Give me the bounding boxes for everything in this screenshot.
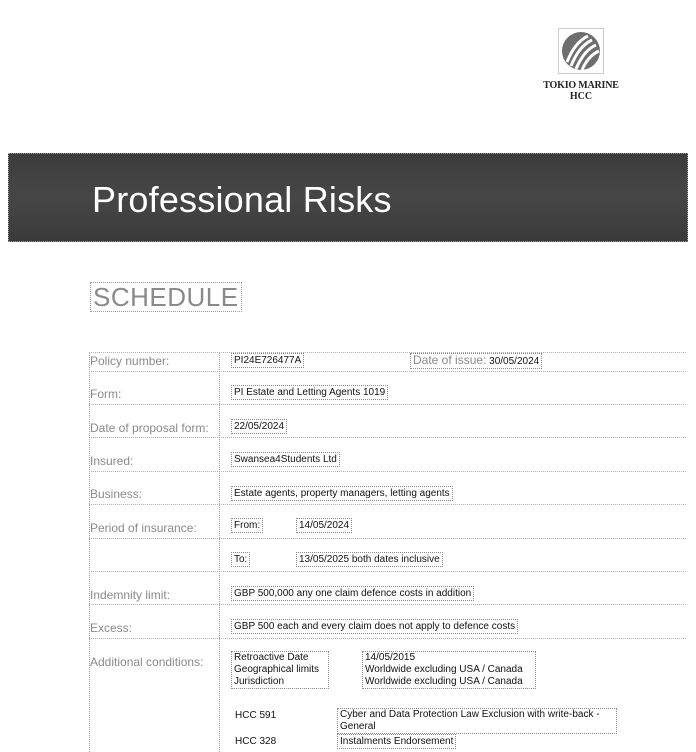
- proposal-date-label: Date of proposal form:: [90, 421, 209, 435]
- proposal-date-value: 22/05/2024: [231, 419, 287, 434]
- excess-value: GBP 500 each and every claim does not apply to defence costs: [231, 619, 518, 634]
- business-label: Business:: [90, 487, 143, 501]
- row-divider: [89, 638, 686, 639]
- policy-number-value: PI24E726477A: [231, 353, 304, 368]
- endorsement-code: HCC 328: [235, 736, 277, 747]
- label-column: [89, 352, 220, 752]
- row-divider: [89, 404, 686, 405]
- period-to-value: 13/05/2025 both dates inclusive: [296, 552, 443, 567]
- row-divider: [89, 504, 686, 505]
- geographical-limits-value: Worldwide excluding USA / Canada: [365, 664, 523, 675]
- row-divider: [89, 352, 686, 353]
- form-value: PI Estate and Letting Agents 1019: [231, 385, 388, 400]
- retroactive-date-value: 14/05/2015: [365, 652, 416, 663]
- period-from-label: From:: [231, 518, 263, 533]
- row-divider: [89, 371, 686, 372]
- tokio-marine-emblem-icon: [558, 28, 604, 74]
- insured-value: Swansea4Students Ltd: [231, 452, 340, 467]
- banner-title: Professional Risks: [92, 179, 392, 220]
- insured-label: Insured:: [90, 454, 134, 468]
- additional-values: [362, 651, 536, 689]
- form-label: Form:: [90, 387, 122, 401]
- jurisdiction-term: Jurisdiction: [234, 676, 285, 687]
- title-banner: [8, 153, 688, 242]
- period-from-value: 14/05/2024: [296, 518, 352, 533]
- indemnity-value: GBP 500,000 any one claim defence costs in addition: [231, 586, 474, 601]
- policy-number-label: Policy number:: [90, 354, 170, 368]
- period-to-label: To:: [231, 552, 250, 567]
- business-value: Estate agents, property managers, letting agents: [231, 486, 453, 501]
- tokio-marine-logo: [538, 28, 624, 104]
- jurisdiction-value: Worldwide excluding USA / Canada: [365, 676, 523, 687]
- additional-terms: [231, 651, 329, 689]
- date-of-issue: [410, 353, 542, 369]
- row-divider: [89, 471, 686, 472]
- logo-text-secondary: HCC: [569, 91, 593, 102]
- retroactive-date-term: Retroactive Date: [234, 652, 309, 663]
- endorsement-code: HCC 591: [235, 710, 277, 721]
- date-of-issue-label: Date of issue:: [413, 353, 487, 367]
- row-divider: [89, 604, 686, 605]
- geographical-limits-term: Geographical limits: [234, 664, 320, 675]
- date-of-issue-value: 30/05/2024: [489, 356, 540, 367]
- row-divider: [89, 437, 686, 438]
- row-divider: [89, 571, 686, 572]
- schedule-heading: SCHEDULE: [90, 282, 242, 312]
- row-divider: [89, 538, 686, 539]
- logo-text-primary: TOKIO MARINE: [543, 80, 619, 91]
- additional-conditions-label: Additional conditions:: [90, 655, 204, 669]
- excess-label: Excess:: [90, 621, 133, 635]
- endorsement-text: Cyber and Data Protection Law Exclusion with write-back - General: [337, 708, 617, 734]
- endorsement-text: Instalments Endorsement: [337, 734, 456, 749]
- period-label: Period of insurance:: [90, 521, 197, 535]
- indemnity-label: Indemnity limit:: [90, 588, 171, 602]
